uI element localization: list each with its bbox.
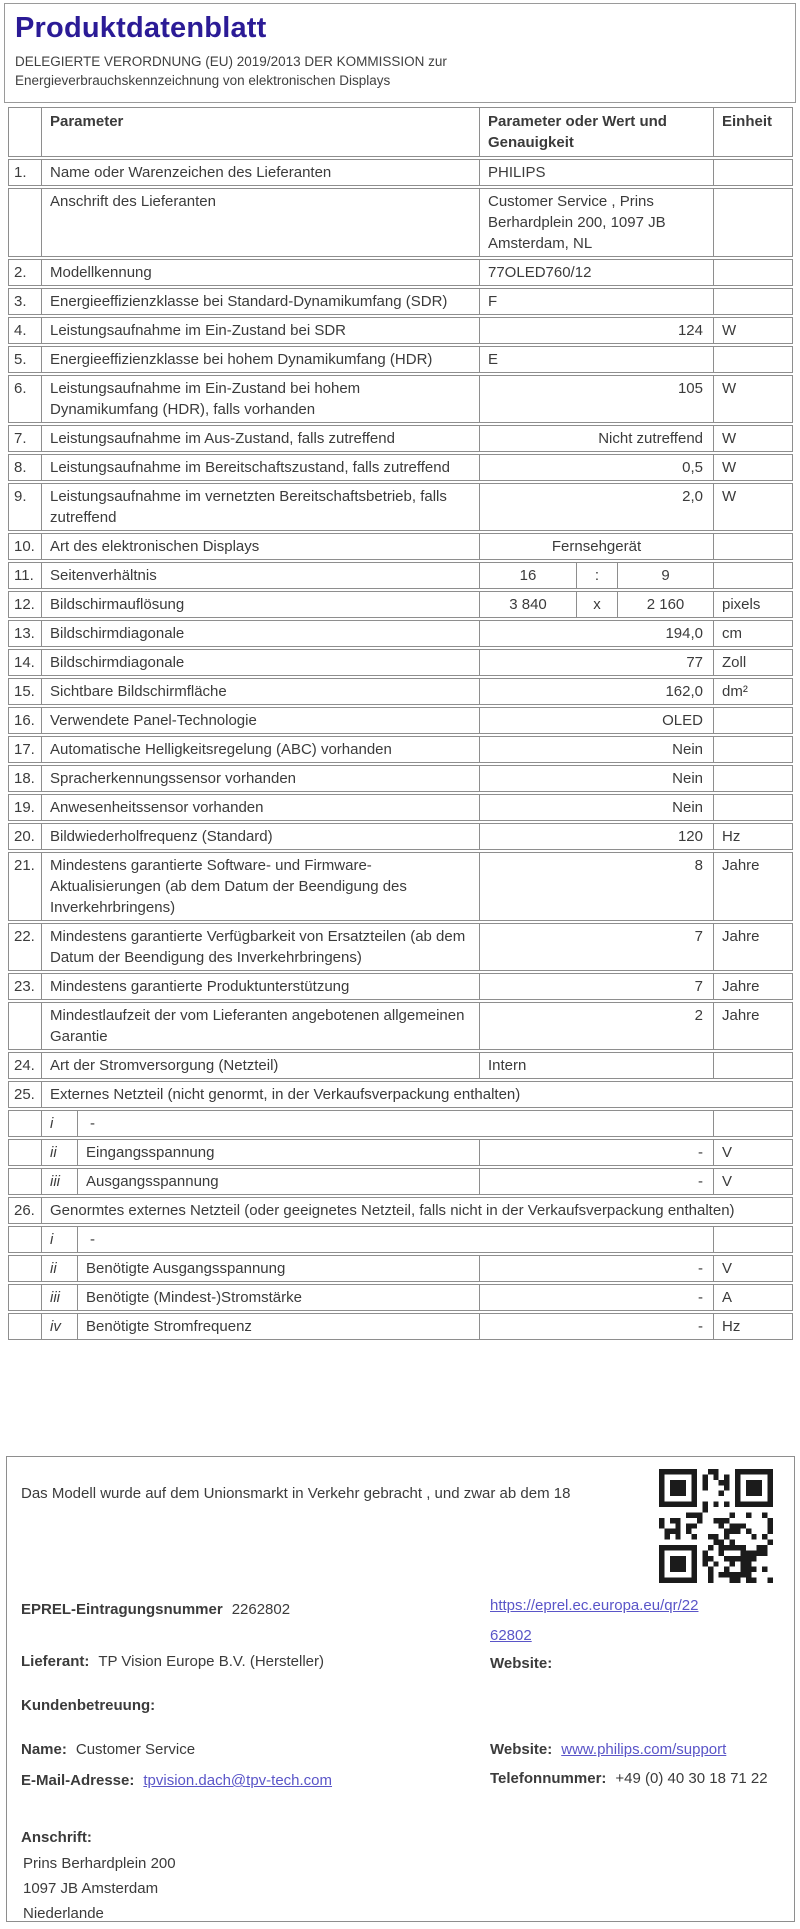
row-unit: Jahre — [713, 853, 792, 920]
eprel-label: EPREL-Eintragungsnummer — [21, 1601, 223, 1618]
page-title: Produktdatenblatt — [15, 12, 267, 44]
row-value: 124 — [479, 318, 713, 343]
row-value: 0,5 — [479, 455, 713, 480]
row-numeral: iii — [41, 1169, 77, 1194]
table-row — [8, 288, 793, 315]
address-lines — [23, 1851, 176, 1926]
row-label: Externes Netzteil (nicht genormt, in der Verkaufsverpackung enthalten) — [41, 1082, 792, 1107]
table-row — [8, 736, 793, 763]
row-label: Leistungsaufnahme im vernetzten Bereitschaftsbetrieb, falls zutreffend — [41, 484, 479, 530]
row-number: 21. — [14, 857, 35, 874]
row-value: F — [479, 289, 713, 314]
table-row — [8, 852, 793, 921]
row-number — [9, 189, 41, 256]
row-unit: Zoll — [713, 650, 792, 675]
row-label: Art der Stromversorgung (Netzteil) — [41, 1053, 479, 1078]
row-unit: cm — [713, 621, 792, 646]
column-header-unit: Einheit — [713, 108, 792, 156]
row-unit — [713, 1053, 792, 1078]
row-number: 6. — [14, 380, 27, 397]
row-value: Nein — [479, 795, 713, 820]
row-label: Benötigte (Mindest-)Stromstärke — [77, 1285, 479, 1310]
row-unit: V — [713, 1140, 792, 1165]
row-label: Bildschirmdiagonale — [41, 650, 479, 675]
table-row — [8, 649, 793, 676]
row-number: 3. — [14, 293, 27, 310]
row-value-left: 3 840 — [479, 592, 576, 617]
row-label: Spracherkennungssensor vorhanden — [41, 766, 479, 791]
row-number: 23. — [14, 978, 35, 995]
row-unit: Jahre — [713, 974, 792, 999]
row-unit — [713, 347, 792, 372]
row-numeral: ii — [41, 1256, 77, 1281]
row-number — [9, 1140, 41, 1165]
support-website-link[interactable]: www.philips.com/support — [561, 1741, 727, 1758]
row-number: 18. — [14, 770, 35, 787]
row-number: 19. — [14, 799, 35, 816]
support-website-row — [490, 1739, 726, 1761]
row-value-separator: x — [576, 592, 617, 617]
contact-name-row — [21, 1739, 195, 1761]
table-row — [8, 1168, 793, 1195]
row-number — [9, 1285, 41, 1310]
row-number — [9, 1227, 41, 1252]
row-label: Automatische Helligkeitsregelung (ABC) vorhanden — [41, 737, 479, 762]
row-value: - — [479, 1169, 713, 1194]
row-unit: W — [713, 318, 792, 343]
address-line: Niederlande — [23, 1905, 104, 1922]
row-unit: Jahre — [713, 1003, 792, 1049]
table-row — [8, 591, 793, 618]
footer-section — [6, 1456, 795, 1922]
row-numeral: i — [41, 1111, 77, 1136]
address-line: Prins Berhardplein 200 — [23, 1855, 176, 1872]
qr-code — [659, 1469, 773, 1583]
row-number: 15. — [14, 683, 35, 700]
row-number: 17. — [14, 741, 35, 758]
row-unit: Hz — [713, 1314, 792, 1339]
row-number: 12. — [14, 596, 35, 613]
table-row — [8, 533, 793, 560]
table-row — [8, 1002, 793, 1050]
row-unit — [713, 534, 792, 559]
table-row — [8, 823, 793, 850]
row-value: 77OLED760/12 — [479, 260, 713, 285]
address-label: Anschrift: — [21, 1829, 92, 1846]
row-value: Fernsehgerät — [479, 534, 713, 559]
row-value: - — [479, 1140, 713, 1165]
table-row — [8, 620, 793, 647]
row-value: 2,0 — [479, 484, 713, 530]
supplier-value: TP Vision Europe B.V. (Hersteller) — [98, 1653, 325, 1670]
row-label: Leistungsaufnahme im Ein-Zustand bei SDR — [41, 318, 479, 343]
row-label: Mindestens garantierte Produktunterstützung — [41, 974, 479, 999]
table-row — [8, 425, 793, 452]
row-unit: V — [713, 1256, 792, 1281]
row-value: 8 — [479, 853, 713, 920]
row-value: 7 — [479, 924, 713, 970]
row-value: Nicht zutreffend — [479, 426, 713, 451]
row-value: 7 — [479, 974, 713, 999]
row-unit — [713, 766, 792, 791]
row-unit — [713, 795, 792, 820]
row-label: Mindestens garantierte Verfügbarkeit von Ersatzteilen (ab dem Datum der Beendigung des Inverkehrbringens) — [41, 924, 479, 970]
row-label: Genormtes externes Netzteil (oder geeignetes Netzteil, falls nicht in der Verkaufsverpackung enthalten) — [41, 1198, 792, 1223]
row-unit: W — [713, 484, 792, 530]
table-row — [8, 1197, 793, 1224]
row-label: Name oder Warenzeichen des Lieferanten — [41, 160, 479, 185]
row-value: Customer Service , Prins Berhardplein 200, 1097 JB Amsterdam, NL — [479, 189, 713, 256]
row-label: Eingangsspannung — [77, 1140, 479, 1165]
row-unit — [713, 289, 792, 314]
website-label: Website: — [490, 1655, 553, 1672]
row-numeral: iv — [41, 1314, 77, 1339]
row-label: Benötigte Stromfrequenz — [77, 1314, 479, 1339]
row-value: - — [479, 1256, 713, 1281]
row-unit — [713, 563, 792, 588]
row-unit: W — [713, 376, 792, 422]
row-value: OLED — [479, 708, 713, 733]
row-number: 26. — [14, 1202, 35, 1219]
table-row — [8, 1110, 793, 1137]
table-row — [8, 375, 793, 423]
row-number — [9, 1003, 41, 1049]
table-row — [8, 259, 793, 286]
table-row — [8, 1284, 793, 1311]
table-row — [8, 923, 793, 971]
regulation-line-2: Energieverbrauchskennzeichnung von elektronischen Displays — [15, 73, 391, 88]
regulation-text — [15, 52, 785, 90]
table-row — [8, 1081, 793, 1108]
row-unit: V — [713, 1169, 792, 1194]
row-unit: W — [713, 426, 792, 451]
row-label: Modellkennung — [41, 260, 479, 285]
market-statement: Das Modell wurde auf dem Unionsmarkt in Verkehr gebracht , und zwar ab dem 18 — [21, 1485, 571, 1502]
table-row — [8, 765, 793, 792]
row-value: 162,0 — [479, 679, 713, 704]
row-number — [9, 1256, 41, 1281]
row-value-left: 16 — [479, 563, 576, 588]
row-label: Bildschirmdiagonale — [41, 621, 479, 646]
table-row — [8, 317, 793, 344]
row-value: Intern — [479, 1053, 713, 1078]
phone-label: Telefonnummer: — [490, 1770, 607, 1787]
phone-value: +49 (0) 40 30 18 71 22 — [615, 1770, 768, 1787]
row-number: 2. — [14, 264, 27, 281]
row-value: PHILIPS — [479, 160, 713, 185]
row-label: Anwesenheitssensor vorhanden — [41, 795, 479, 820]
table-row — [8, 1052, 793, 1079]
row-value: 105 — [479, 376, 713, 422]
row-label: Bildschirmauflösung — [41, 592, 479, 617]
row-label: Energieeffizienzklasse bei hohem Dynamikumfang (HDR) — [41, 347, 479, 372]
table-row — [8, 1139, 793, 1166]
row-value: 77 — [479, 650, 713, 675]
row-label: - — [77, 1111, 713, 1136]
row-number: 4. — [14, 322, 27, 339]
row-unit — [713, 708, 792, 733]
row-value: Nein — [479, 737, 713, 762]
table-row — [8, 188, 793, 257]
supplier-row — [21, 1651, 324, 1673]
row-value: - — [479, 1285, 713, 1310]
row-value: - — [479, 1314, 713, 1339]
row-value: 2 — [479, 1003, 713, 1049]
row-label: Bildwiederholfrequenz (Standard) — [41, 824, 479, 849]
email-row — [21, 1770, 332, 1792]
table-row — [8, 346, 793, 373]
row-number: 5. — [14, 351, 27, 368]
row-value: E — [479, 347, 713, 372]
row-unit — [713, 260, 792, 285]
address-line: 1097 JB Amsterdam — [23, 1880, 159, 1897]
row-value-right: 2 160 — [617, 592, 713, 617]
row-label: Seitenverhältnis — [41, 563, 479, 588]
row-label: - — [77, 1227, 713, 1252]
row-number: 16. — [14, 712, 35, 729]
row-label: Anschrift des Lieferanten — [41, 189, 479, 256]
table-row — [8, 562, 793, 589]
row-numeral: ii — [41, 1140, 77, 1165]
table-row — [8, 794, 793, 821]
row-number: 20. — [14, 828, 35, 845]
parameter-table — [8, 107, 793, 1340]
column-header-number — [9, 108, 41, 156]
row-number — [9, 1314, 41, 1339]
row-number: 24. — [14, 1057, 35, 1074]
row-label: Benötigte Ausgangsspannung — [77, 1256, 479, 1281]
row-label: Mindestens garantierte Software- und Firmware-Aktualisierungen (ab dem Datum der Beendigung des Inverkehrbringens) — [41, 853, 479, 920]
table-row — [8, 973, 793, 1000]
table-row — [8, 707, 793, 734]
support-website-label: Website: — [490, 1741, 553, 1758]
phone-row — [490, 1768, 790, 1790]
name-label: Name: — [21, 1741, 67, 1758]
row-label: Sichtbare Bildschirmfläche — [41, 679, 479, 704]
row-unit: Hz — [713, 824, 792, 849]
row-number — [9, 1111, 41, 1136]
row-number: 25. — [14, 1086, 35, 1103]
table-row — [8, 454, 793, 481]
row-value: 194,0 — [479, 621, 713, 646]
row-label: Mindestlaufzeit der vom Lieferanten angebotenen allgemeinen Garantie — [41, 1003, 479, 1049]
row-number: 7. — [14, 430, 27, 447]
row-unit — [713, 737, 792, 762]
document-header — [4, 3, 796, 103]
regulation-line-1: DELEGIERTE VERORDNUNG (EU) 2019/2013 DER KOMMISSION zur — [15, 54, 447, 69]
row-number: 13. — [14, 625, 35, 642]
row-value-right: 9 — [617, 563, 713, 588]
table-header-row — [8, 107, 793, 157]
row-label: Art des elektronischen Displays — [41, 534, 479, 559]
row-numeral: iii — [41, 1285, 77, 1310]
eprel-link[interactable]: https://eprel.ec.europa.eu/qr/22 62802 — [490, 1597, 699, 1644]
table-row — [8, 1313, 793, 1340]
row-number: 11. — [14, 567, 34, 584]
eprel-registration-row — [21, 1599, 290, 1621]
eprel-number: 2262802 — [231, 1601, 291, 1618]
row-number — [9, 1169, 41, 1194]
row-number: 22. — [14, 928, 35, 945]
name-value: Customer Service — [75, 1741, 196, 1758]
row-value: Nein — [479, 766, 713, 791]
row-label: Leistungsaufnahme im Bereitschaftszustand, falls zutreffend — [41, 455, 479, 480]
row-label: Energieeffizienzklasse bei Standard-Dynamikumfang (SDR) — [41, 289, 479, 314]
supplier-label: Lieferant: — [21, 1653, 90, 1670]
row-unit — [713, 160, 792, 185]
customer-care-label: Kundenbetreuung: — [21, 1697, 156, 1714]
table-row — [8, 159, 793, 186]
row-number: 10. — [14, 538, 35, 555]
table-row — [8, 1255, 793, 1282]
row-unit: A — [713, 1285, 792, 1310]
row-unit: W — [713, 455, 792, 480]
row-label: Verwendete Panel-Technologie — [41, 708, 479, 733]
row-unit — [713, 189, 792, 256]
row-number: 8. — [14, 459, 27, 476]
row-value: 120 — [479, 824, 713, 849]
row-number: 14. — [14, 654, 35, 671]
row-number: 1. — [14, 164, 27, 181]
table-row — [8, 678, 793, 705]
row-value-separator: : — [576, 563, 617, 588]
column-header-parameter: Parameter — [41, 108, 479, 156]
row-numeral: i — [41, 1227, 77, 1252]
row-unit — [713, 1227, 792, 1252]
table-row — [8, 1226, 793, 1253]
row-label: Leistungsaufnahme im Aus-Zustand, falls zutreffend — [41, 426, 479, 451]
row-label: Leistungsaufnahme im Ein-Zustand bei hohem Dynamikumfang (HDR), falls vorhanden — [41, 376, 479, 422]
row-unit: pixels — [713, 592, 792, 617]
row-unit: Jahre — [713, 924, 792, 970]
email-link[interactable]: tpvision.dach@tpv-tech.com — [143, 1772, 333, 1789]
row-label: Ausgangsspannung — [77, 1169, 479, 1194]
row-number: 9. — [14, 488, 27, 505]
row-unit — [713, 1111, 792, 1136]
row-unit: dm² — [713, 679, 792, 704]
email-label: E-Mail-Adresse: — [21, 1772, 135, 1789]
table-row — [8, 483, 793, 531]
column-header-value: Parameter oder Wert und Genauigkeit — [479, 108, 713, 156]
